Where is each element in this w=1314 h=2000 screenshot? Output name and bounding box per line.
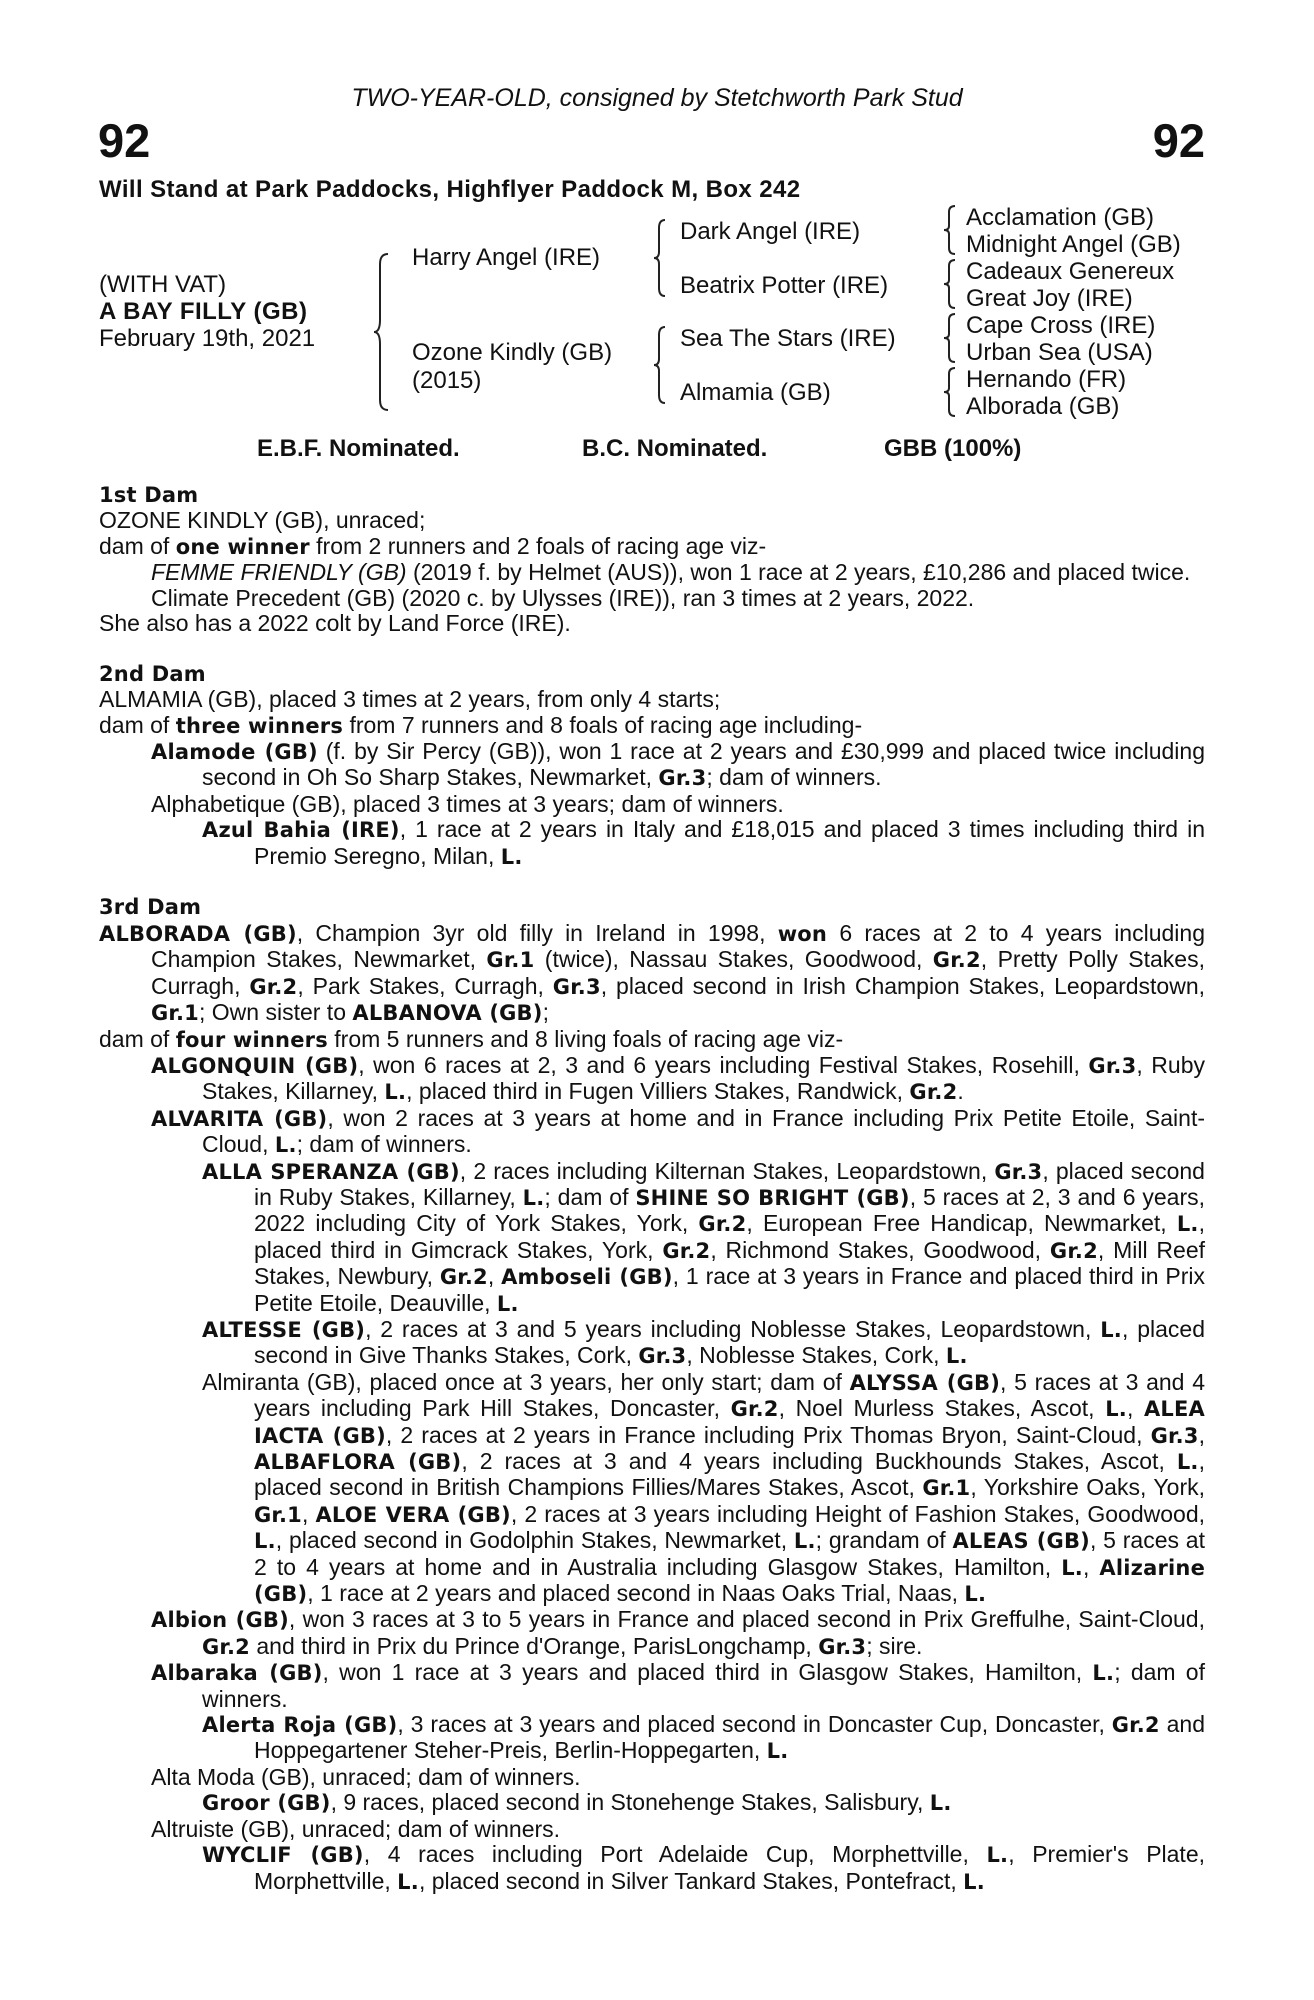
gen3-5: Cape Cross (IRE) — [966, 312, 1156, 339]
dam-name: Ozone Kindly (GB) — [412, 339, 613, 366]
gen3-8: Alborada (GB) — [966, 393, 1120, 420]
foal-femme-friendly: FEMME FRIENDLY (GB) (2019 f. by Helmet (AUS)), won 1 race at 2 years, £10,286 and placed twice. — [151, 559, 1191, 586]
entry-albaraka: Albaraka (GB), won 1 race at 3 years and placed third in Glasgow Stakes, Hamilton, L.; dam of winners. — [151, 1659, 1205, 1712]
lot-number-right: 92 — [1152, 114, 1205, 167]
entry-alborada: ALBORADA (GB), Champion 3yr old filly in Ireland in 1998, won 6 races at 2 to 4 years including Champion Stakes, Newmarket, Gr.1 (twice), Nassau Stakes, Goodwood, Gr.2, Pretty Polly Stakes, Curragh, Gr.2, Park Stakes, Curragh, Gr.3, placed second in Irish Champion Stakes, Leopardstown, Gr.1; Own sister to ALBANOVA (GB); — [99, 919, 1206, 1026]
first-dam-produce: dam of one winner from 2 runners and 2 foals of racing age viz- — [99, 532, 767, 559]
third-dam-heading: 3rd Dam — [99, 895, 202, 920]
entry-alvarita: ALVARITA (GB), won 2 races at 3 years at home and in France including Prix Petite Etoile, Saint-Cloud, L.; dam of winners. — [151, 1104, 1205, 1158]
entry-groor: Groor (GB), 9 races, placed second in Stonehenge Stakes, Salisbury, L. — [202, 1789, 952, 1816]
sire-brace — [652, 218, 668, 298]
gen3-brace-4 — [942, 366, 958, 418]
ebf-nomination: E.B.F. Nominated. — [257, 435, 460, 462]
vat-note: (WITH VAT) — [99, 271, 227, 298]
gen3-1: Acclamation (GB) — [966, 204, 1155, 231]
entry-almiranta: Almiranta (GB), placed once at 3 years, her only start; dam of ALYSSA (GB), 5 races at 3 and 4 years including Park Hill Stakes, Doncaster, Gr.2, Noel Murless Stakes, Ascot, L., ALEA IACTA (GB), 2 races at 2 years in France including Prix Thomas Bryon, Saint-Cloud, Gr.3, ALBAFLORA (GB), 2 races at 3 and 4 years including Buckhounds Stakes, Ascot, L., placed second in British Champions Fillies/Mares Stakes, Ascot, Gr.1, Yorkshire Oaks, York, Gr.1, ALOE VERA (GB), 2 races at 3 years including Height of Fashion Stakes, Goodwood, L., placed second in Godolphin Stakes, Newmarket, L.; grandam of ALEAS (GB), 5 races at 2 to 4 years at home and in Australia including Glasgow Stakes, Hamilton, L., Alizarine (GB), 1 race at 2 years and placed second in Naas Oaks Trial, Naas, L. — [202, 1368, 1206, 1607]
entry-wyclif: WYCLIF (GB), 4 races including Port Adelaide Cup, Morphettville, L., Premier's Plate, Morphettville, L., placed second in Silver Tankard Stakes, Pontefract, L. — [202, 1841, 1206, 1894]
foal-climate-precedent: Climate Precedent (GB) (2020 c. by Ulysses (IRE)), ran 3 times at 2 years, 2022. — [151, 584, 975, 611]
gen3-2: Midnight Angel (GB) — [966, 231, 1181, 258]
gen3-6: Urban Sea (USA) — [966, 339, 1153, 366]
third-dam-produce: dam of four winners from 5 runners and 8 living foals of racing age viz- — [99, 1025, 844, 1052]
dam-sire: Sea The Stars (IRE) — [680, 325, 896, 352]
horse-name: A BAY FILLY (GB) — [99, 298, 308, 325]
dam-dam: Almamia (GB) — [680, 379, 831, 406]
foaling-date: February 19th, 2021 — [99, 325, 316, 352]
gen3-brace-1 — [942, 204, 958, 256]
entry-azul-bahia: Azul Bahia (IRE), 1 race at 2 years in Italy and £18,015 and placed 3 times including third in Premio Seregno, Milan, L. — [202, 816, 1205, 869]
gen3-4: Great Joy (IRE) — [966, 285, 1133, 312]
second-dam-line: ALMAMIA (GB), placed 3 times at 2 years, from only 4 starts; — [99, 686, 721, 713]
second-dam-heading: 2nd Dam — [99, 661, 206, 686]
catalogue-body — [99, 483, 1205, 1895]
gen3-7: Hernando (FR) — [966, 366, 1127, 393]
entry-alphabetique: Alphabetique (GB), placed 3 times at 3 years; dam of winners. — [151, 790, 784, 817]
entry-altesse: ALTESSE (GB), 2 races at 3 and 5 years including Noblesse Stakes, Leopardstown, L., placed second in Give Thanks Stakes, Cork, Gr.3, Noblesse Stakes, Cork, L. — [202, 1315, 1205, 1369]
gen3-3: Cadeaux Genereux — [966, 258, 1175, 285]
entry-algonquin: ALGONQUIN (GB), won 6 races at 2, 3 and 6 years including Festival Stakes, Rosehill, Gr.3, Ruby Stakes, Killarney, L., placed third in Fugen Villiers Stakes, Randwick, Gr.2. — [151, 1051, 1205, 1105]
first-dam-heading: 1st Dam — [99, 483, 199, 507]
entry-alamode: Alamode (GB) (f. by Sir Percy (GB)), won 1 race at 2 years and £30,999 and placed twice including second in Oh So Sharp Stakes, Newmarket, Gr.3; dam of winners. — [151, 738, 1205, 791]
dam-year: (2015) — [412, 367, 482, 394]
entry-albion: Albion (GB), won 3 races at 3 to 5 years in France and placed second in Prix Greffulhe, Saint-Cloud, Gr.2 and third in Prix du Prince d'Orange, ParisLongchamp, Gr.3; sire. — [151, 1606, 1205, 1659]
pedigree-brace — [372, 252, 392, 412]
first-dam-note: She also has a 2022 colt by Land Force (IRE). — [99, 610, 571, 637]
sire-sire: Dark Angel (IRE) — [680, 218, 861, 245]
first-dam-line: OZONE KINDLY (GB), unraced; — [99, 507, 426, 534]
sire-name: Harry Angel (IRE) — [412, 244, 601, 271]
entry-alta-moda: Alta Moda (GB), unraced; dam of winners. — [151, 1763, 581, 1790]
bc-nomination: B.C. Nominated. — [582, 435, 768, 462]
entry-alla-speranza: ALLA SPERANZA (GB), 2 races including Kilternan Stakes, Leopardstown, Gr.3, placed second in Ruby Stakes, Killarney, L.; dam of SHINE SO BRIGHT (GB), 5 races at 2, 3 and 6 years, 2022 including City of York Stakes, York, Gr.2, European Free Handicap, Newmarket, L., placed third in Gimcrack Stakes, York, Gr.2, Richmond Stakes, Goodwood, Gr.2, Mill Reef Stakes, Newbury, Gr.2, Amboseli (GB), 1 race at 3 years in France and placed third in Prix Petite Etoile, Deauville, L. — [202, 1157, 1206, 1316]
entry-alerta-roja: Alerta Roja (GB), 3 races at 3 years and placed second in Doncaster Cup, Doncaster, Gr.2 and Hoppegartener Steher-Preis, Berlin-Hoppegarten, L. — [202, 1711, 1205, 1764]
lot-number-left: 92 — [98, 114, 151, 167]
dam-brace — [652, 325, 668, 405]
gen3-brace-3 — [942, 312, 958, 364]
entry-altruiste: Altruiste (GB), unraced; dam of winners. — [151, 1815, 561, 1842]
gbb-status: GBB (100%) — [884, 435, 1022, 462]
second-dam-produce: dam of three winners from 7 runners and 8 foals of racing age including- — [99, 711, 863, 738]
stand-location: Will Stand at Park Paddocks, Highflyer Paddock M, Box 242 — [99, 176, 801, 203]
gen3-brace-2 — [942, 258, 958, 310]
sire-dam: Beatrix Potter (IRE) — [680, 272, 889, 299]
consignor-heading: TWO-YEAR-OLD, consigned by Stetchworth Park Stud — [351, 84, 963, 112]
